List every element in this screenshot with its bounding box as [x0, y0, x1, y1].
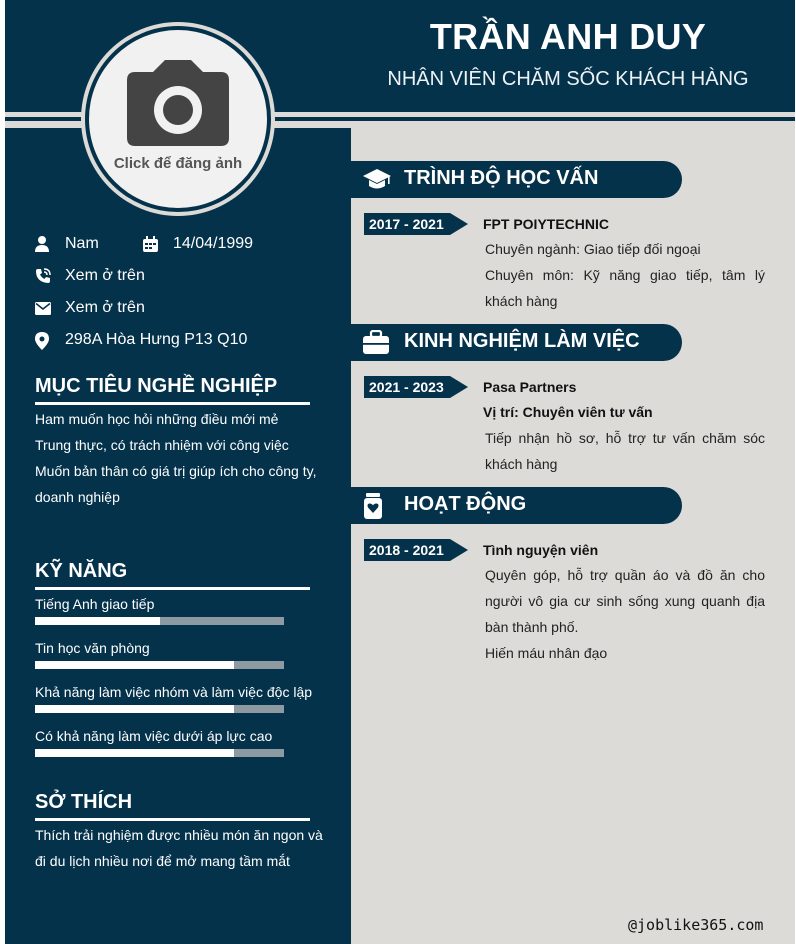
- job-title: NHÂN VIÊN CHĂM SỐC KHÁCH HÀNG: [387, 68, 749, 90]
- skill-bar-fill: [35, 749, 234, 757]
- objective-text: [35, 406, 327, 510]
- phone-value: Xem ở trên: [65, 267, 145, 284]
- school-name: FPT POIYTECHNIC: [483, 216, 610, 232]
- map-pin-icon: [35, 332, 49, 350]
- calendar-icon: [143, 236, 158, 252]
- birthday-value: 14/04/1999: [173, 235, 254, 252]
- activities-header: [351, 487, 682, 524]
- camera-icon: [123, 58, 233, 148]
- graduation-cap-icon: [363, 167, 391, 191]
- activity-extra: Hiến máu nhân đạo: [485, 645, 608, 661]
- education-specialty: Chuyên môn: Kỹ năng giao tiếp, tâm lý khách hàng: [485, 267, 765, 309]
- hobbies-underline: [35, 818, 310, 821]
- photo-caption: Click để đăng ảnh: [113, 155, 243, 172]
- phone-icon: [35, 268, 51, 284]
- cv-page: [5, 0, 795, 944]
- activities-details: [485, 562, 765, 666]
- skill-bar-fill: [35, 705, 234, 713]
- skill-label: Khả năng làm việc nhóm và làm việc độc lập: [35, 684, 313, 700]
- activities-date-badge: [364, 539, 468, 561]
- activities-title: HOẠT ĐỘNG: [404, 493, 527, 515]
- heart-jar-icon: [363, 493, 383, 519]
- objective-line: Ham muốn học hỏi những điều mới mẻ: [35, 411, 279, 427]
- address-value: 298A Hòa Hưng P13 Q10: [65, 331, 248, 348]
- experience-description: Tiếp nhận hồ sơ, hỗ trợ tư vấn chăm sóc khách hàng: [485, 430, 765, 472]
- skill-bar: [35, 749, 284, 757]
- skills-heading: KỸ NĂNG: [35, 560, 128, 582]
- education-date-badge: [364, 213, 468, 235]
- company-name: Pasa Partners: [483, 379, 577, 395]
- activity-description: Quyên góp, hỗ trợ quần áo và đồ ăn cho người vô gia cư sinh sống xung quanh địa bàn thành phố.: [485, 567, 765, 635]
- education-title: TRÌNH ĐỘ HỌC VẤN: [404, 167, 599, 189]
- education-details: [485, 236, 765, 314]
- experience-date-badge: [364, 376, 468, 398]
- position-title: Vị trí: Chuyên viên tư vấn: [483, 404, 653, 420]
- objective-underline: [35, 402, 310, 405]
- experience-header: [351, 324, 682, 361]
- skill-bar: [35, 617, 284, 625]
- experience-title: KINH NGHIỆM LÀM VIỆC: [404, 330, 640, 352]
- education-date: 2017 - 2021: [369, 216, 444, 232]
- gender-value: Nam: [65, 235, 99, 252]
- hobbies-text: Thích trải nghiệm được nhiều món ăn ngon và đi du lịch nhiều nơi để mở mang tầm mắt: [35, 827, 323, 869]
- objective-line: Muốn bản thân có giá trị giúp ích cho công ty, doanh nghiệp: [35, 463, 317, 505]
- watermark: @joblike365.com: [628, 916, 764, 934]
- skill-label: Tiếng Anh giao tiếp: [35, 596, 155, 612]
- objective-line: Trung thực, có trách nhiệm với công việc: [35, 437, 289, 453]
- skill-bar-fill: [35, 661, 234, 669]
- skills-underline: [35, 587, 310, 590]
- candidate-name: TRẦN ANH DUY: [429, 16, 707, 57]
- skill-bar: [35, 661, 284, 669]
- education-header: [351, 161, 682, 198]
- envelope-icon: [35, 302, 51, 315]
- hobbies-heading: SỞ THÍCH: [35, 791, 133, 813]
- skill-bar: [35, 705, 284, 713]
- skill-label: Tin học văn phòng: [35, 640, 150, 656]
- education-major: Chuyên ngành: Giao tiếp đối ngoại: [485, 241, 701, 257]
- user-icon: [35, 236, 49, 252]
- activity-role: Tình nguyện viên: [483, 542, 599, 558]
- briefcase-icon: [363, 330, 389, 354]
- objective-heading: MỤC TIÊU NGHỀ NGHIỆP: [35, 375, 278, 397]
- activities-date: 2018 - 2021: [369, 542, 444, 558]
- skill-label: Có khả năng làm việc dưới áp lực cao: [35, 728, 273, 744]
- email-value: Xem ở trên: [65, 299, 145, 316]
- skill-bar-fill: [35, 617, 160, 625]
- experience-date: 2021 - 2023: [369, 379, 444, 395]
- photo-upload[interactable]: [81, 22, 275, 216]
